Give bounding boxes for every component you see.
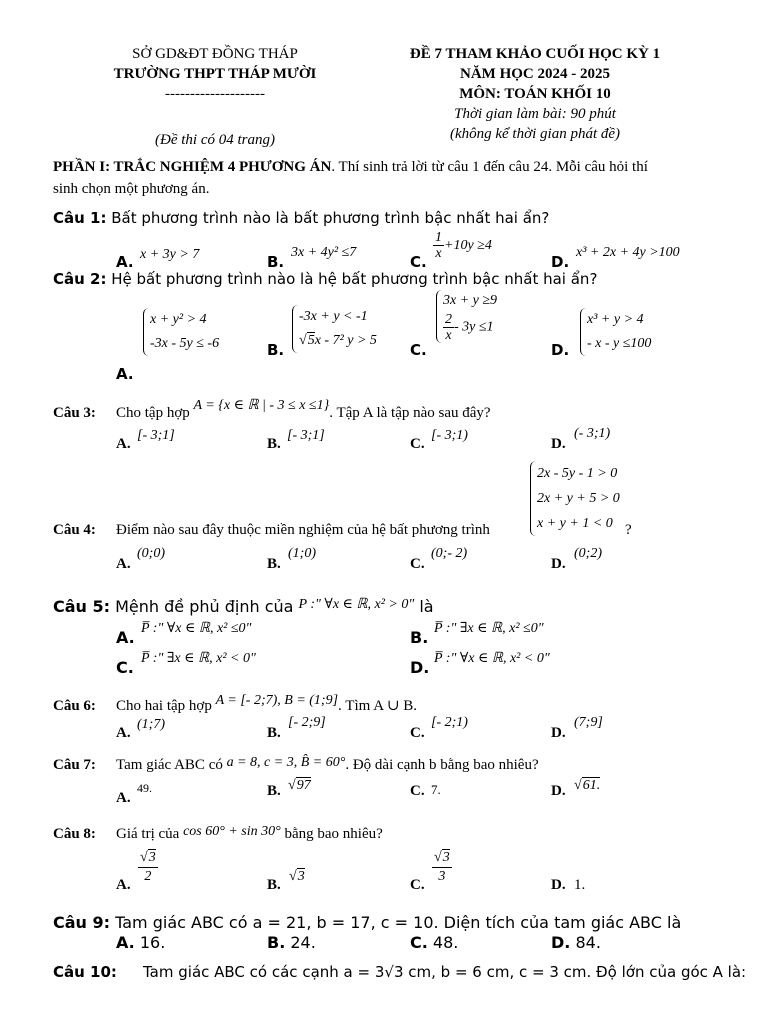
q2-opt-d[interactable] [580, 308, 651, 356]
q7-label: Câu 7: [53, 757, 96, 773]
q8-opt-c-label[interactable]: C. [410, 877, 425, 893]
q6-opt-c-label[interactable]: C. [410, 725, 425, 741]
q9-opt-c-label: C. [410, 933, 428, 952]
q1-c-den: x [435, 246, 442, 261]
q4-opt-c[interactable]: (0;- 2) [431, 546, 468, 561]
q5-tail: là [414, 597, 434, 616]
q6-opt-d[interactable]: (7;9] [574, 715, 603, 730]
part1-desc: . Thí sinh trả lời từ câu 1 đến câu 24. Mỗi câu hỏi thí [331, 159, 648, 175]
q6-opt-c[interactable]: [- 2;1) [431, 715, 468, 730]
part1-intro [53, 159, 648, 176]
q6-opt-b[interactable]: [- 2;9] [288, 715, 326, 730]
q1-opt-b-label[interactable]: B. [267, 253, 285, 271]
q3-opt-d-label[interactable]: D. [551, 436, 566, 452]
q3-label: Câu 3: [53, 405, 96, 421]
q8-text-post: bằng bao nhiêu? [284, 826, 383, 842]
q6-text-pre: Cho hai tập hợp [116, 698, 212, 714]
q5-opt-c-label[interactable]: C. [116, 658, 134, 677]
q1-opt-d[interactable]: x³ + 2x + 4y >100 [576, 245, 680, 260]
q5-label: Câu 5: [53, 597, 111, 616]
q1-c-num: 1 [435, 230, 442, 245]
q9-opt-c[interactable] [410, 933, 458, 952]
q6-sets: A = [- 2;7), B = (1;9] [215, 693, 339, 708]
q1-opt-a-label[interactable]: A. [116, 253, 134, 271]
q5-opt-d-label[interactable]: D. [410, 658, 430, 677]
q1-label: Câu 1: [53, 209, 107, 227]
q1-opt-c-label[interactable]: C. [410, 253, 427, 271]
q2-b-line2: x - 7² y > 5 [314, 333, 377, 348]
q3-opt-a-label[interactable]: A. [116, 436, 131, 452]
q9-opt-d[interactable] [551, 933, 601, 952]
q6-opt-a-label[interactable]: A. [116, 725, 131, 741]
q4-ineq2: 2x + y + 5 > 0 [537, 491, 620, 506]
q6-text-post: . Tìm A ∪ B. [338, 698, 418, 714]
q7-opt-a-label[interactable]: A. [116, 790, 131, 806]
q7-opt-c-label[interactable]: C. [410, 783, 425, 799]
q2-a-line1: x + y² > 4 [150, 312, 207, 327]
q1-opt-a[interactable]: x + 3y > 7 [140, 247, 200, 262]
part1-title: PHẦN I: TRẮC NGHIỆM 4 PHƯƠNG ÁN [53, 159, 332, 175]
q4-ineq3: x + y + 1 < 0 [537, 516, 613, 531]
q4-text: Điểm nào sau đây thuộc miền nghiệm của hệ bất phương trình [116, 522, 490, 538]
q8-text-pre: Giá trị của [116, 826, 180, 842]
q6-opt-a[interactable]: (1;7) [137, 717, 165, 732]
q8-expr: cos 60° + sin 30° [183, 824, 281, 839]
q8-opt-b-label[interactable]: B. [267, 877, 281, 893]
dept-name: SỞ GD&ĐT ĐỒNG THÁP [132, 46, 298, 62]
q3-set: A = {x ∈ ℝ | - 3 ≤ x ≤1} [193, 398, 330, 413]
q2-d-line2: - x - y ≤100 [587, 336, 652, 351]
q5-opt-a-label[interactable]: A. [116, 628, 135, 647]
q4-ineq1: 2x - 5y - 1 > 0 [537, 466, 618, 481]
q5-opt-b-label[interactable]: B. [410, 628, 429, 647]
q8-opt-d[interactable]: 1. [574, 877, 586, 893]
page-count: (Đề thi có 04 trang) [155, 132, 275, 148]
q8-a-den: 2 [144, 869, 152, 884]
q2-opt-c-label[interactable]: C. [410, 341, 427, 359]
q7-opt-c[interactable]: 7. [431, 782, 441, 797]
q2-label: Câu 2: [53, 270, 107, 288]
q4-opt-c-label[interactable]: C. [410, 556, 425, 572]
q2-b-line1: -3x + y < -1 [299, 309, 368, 324]
q8-b-radicand: 3 [297, 869, 305, 884]
q7-b-radicand: 97 [296, 778, 311, 793]
q10-text: Tam giác ABC có các cạnh a = 3√3 cm, b = 6 cm, c = 3 cm. Độ lớn của góc A là: [143, 963, 747, 981]
q4-opt-b-label[interactable]: B. [267, 556, 281, 572]
q1-opt-c[interactable] [433, 230, 492, 261]
q2-opt-a-label[interactable]: A. [116, 365, 134, 383]
q7-d-radicand: 61. [582, 778, 601, 793]
q1-c-rest: +10y ≥4 [444, 237, 492, 253]
q6-opt-d-label[interactable]: D. [551, 725, 566, 741]
q2-opt-c[interactable] [436, 290, 497, 343]
q4-opt-b[interactable]: (1;0) [288, 546, 316, 561]
q2-c-den: x [445, 328, 452, 343]
q7-opt-d-label[interactable]: D. [551, 783, 566, 799]
question-1 [53, 209, 549, 227]
q4-system [530, 461, 620, 536]
header-dashes: -------------------- [165, 86, 265, 102]
school-year: NĂM HỌC 2024 - 2025 [460, 66, 610, 82]
question-8 [53, 826, 383, 843]
q5-prop: P :" ∀x ∈ ℝ, x² > 0" [298, 597, 415, 612]
question-10 [53, 963, 746, 981]
q9-opt-c-value: 48. [432, 933, 459, 952]
q3-opt-b-label[interactable]: B. [267, 436, 281, 452]
question-5 [53, 597, 434, 617]
q2-c-line1: 3x + y ≥9 [443, 293, 498, 308]
q7-opt-d[interactable]: √61. [574, 778, 601, 793]
q7-opt-b[interactable]: √97 [288, 778, 311, 793]
q8-opt-a[interactable]: $\frac{√3}{2}$ [140, 850, 156, 884]
q9-opt-a-value: 16. [139, 933, 166, 952]
q2-a-line2: -3x - 5y ≤ -6 [150, 336, 220, 351]
q7-text-pre: Tam giác ABC có [116, 757, 223, 773]
question-3 [53, 398, 491, 422]
q7-opt-b-label[interactable]: B. [267, 783, 281, 799]
q6-opt-b-label[interactable]: B. [267, 725, 281, 741]
q1-opt-d-label[interactable]: D. [551, 253, 570, 271]
q2-opt-b-label[interactable]: B. [267, 341, 285, 359]
q8-c-den: 3 [438, 869, 446, 884]
q3-opt-c-label[interactable]: C. [410, 436, 425, 452]
q9-opt-b[interactable] [267, 933, 316, 952]
q2-d-line1: x³ + y > 4 [587, 312, 644, 327]
q2-text: Hệ bất phương trình nào là hệ bất phương trình bậc nhất hai ẩn? [106, 270, 598, 288]
q8-label: Câu 8: [53, 826, 96, 842]
exam-title: ĐỀ 7 THAM KHẢO CUỐI HỌC KỲ 1 [409, 46, 661, 62]
question-4 [53, 522, 490, 539]
q2-c-rest: - 3y ≤1 [454, 319, 494, 335]
q9-opt-b-label: B. [267, 933, 286, 952]
q5-opt-d[interactable]: P̅ :" ∀x ∈ ℝ, x² < 0" [434, 651, 550, 666]
q8-opt-d-label[interactable]: D. [551, 877, 566, 893]
q3-opt-b[interactable]: [- 3;1] [287, 428, 325, 443]
exam-time: Thời gian làm bài: 90 phút [454, 106, 616, 122]
q7-opt-a[interactable]: 49. [137, 781, 152, 795]
q4-qmark: ? [625, 522, 632, 538]
q4-opt-d[interactable]: (0;2) [574, 546, 602, 561]
q9-text: Tam giác ABC có a = 21, b = 17, c = 10. Diện tích của tam giác ABC là [110, 913, 682, 932]
q10-label: Câu 10: [53, 963, 117, 981]
q2-opt-a[interactable] [143, 308, 219, 356]
q8-opt-a-label[interactable]: A. [116, 877, 131, 893]
q8-opt-c[interactable]: $\frac{√3}{3}$ [434, 850, 450, 884]
q4-opt-a-label[interactable]: A. [116, 556, 131, 572]
subject: MÔN: TOÁN KHỐI 10 [459, 86, 611, 102]
part1-desc2: sinh chọn một phương án. [53, 181, 210, 197]
q1-opt-b[interactable]: 3x + 4y² ≤7 [291, 245, 357, 260]
q3-opt-d[interactable]: (- 3;1) [574, 426, 611, 441]
q8-opt-b[interactable]: √3 [289, 869, 305, 884]
q9-label: Câu 9: [53, 913, 111, 932]
q4-label: Câu 4: [53, 522, 96, 538]
question-2 [53, 270, 597, 288]
q2-b-sqrt: 5 [307, 333, 315, 348]
q5-text: Mệnh đề phủ định của [110, 597, 299, 616]
q7-text-post: . Độ dài cạnh b bằng bao nhiêu? [345, 757, 539, 773]
q2-opt-d-label[interactable]: D. [551, 341, 570, 359]
q3-opt-a[interactable]: [- 3;1] [137, 428, 175, 443]
question-6 [53, 693, 418, 715]
q7-given: a = 8, c = 3, B̂ = 60° [226, 755, 346, 770]
q5-opt-b[interactable]: P̅ :" ∃x ∈ ℝ, x² ≤0" [434, 621, 544, 636]
q4-opt-d-label[interactable]: D. [551, 556, 566, 572]
q9-opt-d-value: 84. [575, 933, 601, 952]
q9-opt-a[interactable] [116, 933, 165, 952]
q3-opt-c[interactable]: [- 3;1) [431, 428, 468, 443]
q3-text-post: . Tập A là tập nào sau đây? [329, 405, 491, 421]
q3-text-pre: Cho tập hợp [116, 405, 190, 421]
time-note: (không kể thời gian phát đề) [449, 126, 621, 142]
q1-text: Bất phương trình nào là bất phương trình bậc nhất hai ẩn? [106, 209, 550, 227]
q9-opt-d-label: D. [551, 933, 571, 952]
school-name: TRƯỜNG THPT THÁP MƯỜI [113, 66, 317, 82]
q6-label: Câu 6: [53, 698, 96, 714]
question-9 [53, 913, 681, 932]
q9-opt-a-label: A. [116, 933, 135, 952]
q2-c-num: 2 [445, 312, 452, 327]
q5-opt-c[interactable]: P̅ :" ∃x ∈ ℝ, x² < 0" [141, 651, 256, 666]
q8-c-num: 3 [442, 850, 450, 865]
question-7 [53, 757, 539, 774]
q4-opt-a[interactable]: (0;0) [137, 546, 165, 561]
q9-opt-b-value: 24. [290, 933, 316, 952]
q8-a-num: 3 [148, 850, 156, 865]
q2-opt-b[interactable]: -3x + y < -1 √5x - 7² y > 5 [292, 305, 377, 353]
q5-opt-a[interactable]: P̅ :" ∀x ∈ ℝ, x² ≤0" [141, 621, 252, 636]
